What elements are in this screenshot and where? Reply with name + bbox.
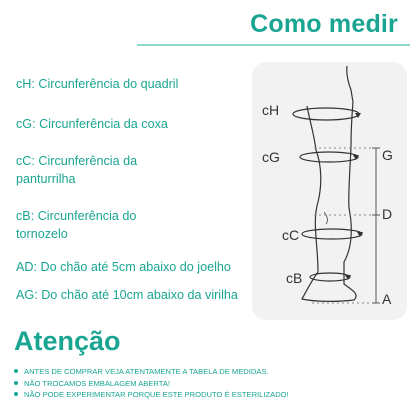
attention-notes (10, 366, 289, 401)
page-title: Como medir (250, 10, 398, 38)
label-d: D (382, 206, 393, 222)
label-g: G (382, 147, 393, 163)
hip-ellipse (293, 108, 359, 120)
label-a: A (382, 291, 392, 307)
thigh-ellipse (300, 152, 358, 162)
bullet-icon (14, 369, 18, 373)
note-item (10, 378, 289, 390)
hip-arrow-icon (355, 113, 361, 118)
leg-measurement-diagram (252, 62, 407, 320)
measure-ch: cH: Circunferência do quadril (16, 77, 179, 91)
measure-ag: AG: Do chão até 10cm abaixo da virilha (16, 288, 238, 302)
note-item (10, 389, 289, 401)
measure-cc (16, 152, 244, 188)
bullet-icon (14, 381, 18, 385)
measure-cc-line2: panturrilha (16, 172, 76, 186)
label-cg: cG (262, 149, 280, 165)
note-item (10, 366, 289, 378)
calf-ellipse (302, 229, 362, 239)
note-text: NÃO TROCAMOS EMBALAGEM ABERTA! (24, 378, 171, 388)
measure-cb (16, 207, 244, 243)
label-ch: cH (262, 102, 280, 118)
bullet-icon (14, 392, 18, 396)
measure-cb-line1: cB: Circunferência do (16, 209, 137, 223)
note-text: ANTES DE COMPRAR VEJA ATENTAMENTE A TABELA DE MEDIDAS. (24, 367, 269, 376)
measure-cc-line1: cC: Circunferência da (16, 154, 138, 168)
label-cc: cC (282, 227, 300, 243)
attention-heading: Atenção (14, 326, 121, 356)
label-cb: cB (286, 270, 303, 286)
leg-outline (302, 66, 356, 301)
measure-ad: AD: Do chão até 5cm abaixo do joelho (16, 260, 231, 274)
note-text: NÃO PODE EXPERIMENTAR PORQUE ESTE PRODUTO É ESTERILIZADO! (24, 390, 289, 399)
knee-contour (324, 212, 327, 224)
measure-cb-line2: tornozelo (16, 227, 68, 241)
measure-cg: cG: Circunferência da coxa (16, 117, 168, 131)
title-underline (137, 44, 410, 46)
